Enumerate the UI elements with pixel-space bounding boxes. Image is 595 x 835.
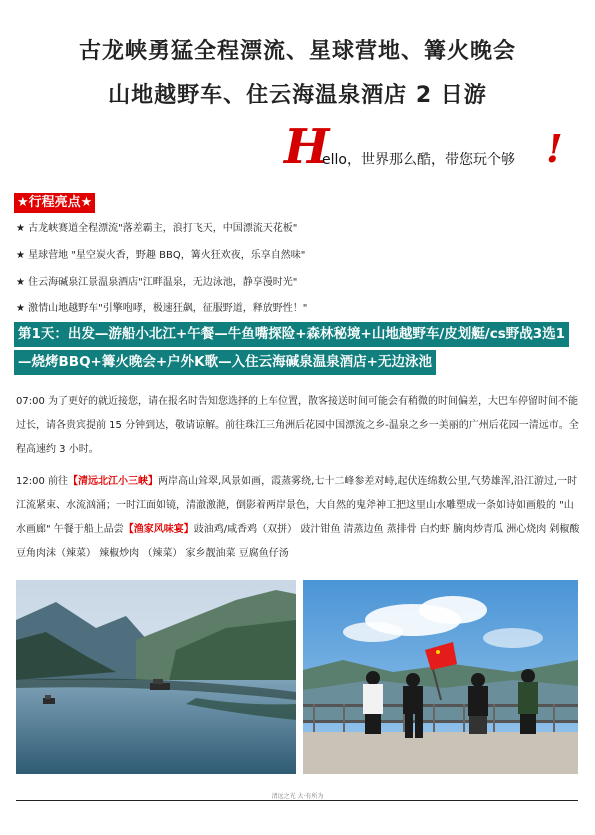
itinerary-paragraph-1: 07:00 为了更好的就近接您，请在报名时告知您选择的上车位置，散客接送时间可能会有稍微的时间偏差，大巴车停留时间不能过长，请各贵宾提前 15 分钟到达，敬请谅解。前往珠江三角洲后花园中国漂流之乡-温泉之乡一美丽的广州后花园一清远市。全程高速约 3 小时。 bbox=[16, 396, 579, 455]
highlights-badge: ★行程亮点★ bbox=[14, 193, 95, 213]
slogan-text: ello，世界那么酷，带您玩个够 bbox=[322, 152, 515, 168]
para2-text-3: 豉油鸡/咸香鸡（双拼） 豉汁钳鱼 清蒸边鱼 蒸排骨 白灼虾 腩肉炒青瓜 洲心烧肉 剁椒酸豆角肉沫（辣菜） 辣椒炒肉 （辣菜） 家乡靓油菜 豆腐鱼仔汤 bbox=[16, 524, 580, 559]
group-flag-photo bbox=[303, 580, 578, 774]
slogan bbox=[284, 119, 584, 175]
slogan-big-letter: H bbox=[284, 119, 330, 175]
river-gorge-photo bbox=[16, 580, 296, 774]
highlight-item: ★ 古龙峡赛道全程漂流"落差霸主，浪打飞天，中国漂流天花板" bbox=[16, 223, 298, 234]
title-line-2: 山地越野车、住云海温泉酒店 2 日游 bbox=[108, 83, 487, 108]
highlight-item: ★ 住云海碱泉江景温泉酒店"江畔温泉，无边泳池，静享漫时光" bbox=[16, 277, 298, 288]
attraction-name: 【清远北江小三峡】 bbox=[68, 476, 158, 487]
para2-text-1: 12:00 前往 bbox=[16, 476, 68, 487]
slogan-exclaim: ! bbox=[546, 126, 563, 171]
title-line-1: 古龙峡勇猛全程漂流、星球营地、篝火晚会 bbox=[78, 39, 516, 64]
footer-caption: 清远之光 大·有所为 bbox=[271, 793, 324, 800]
meal-name: 【渔家风味宴】 bbox=[123, 524, 194, 535]
para2-text-2: 两岸高山耸翠,风景如画，霞蒸雾绕,七十二峰参差对峙,起伏连绵数公里,气势雄浑,沿江游过,一时江流紧束、水流汹涌；一时江面如镜，清澈激滟，倒影着两岸景色，大自然的鬼斧神工把这里山水雕塑成一条如诗如画般的 "山水画廊" 午餐于船上品尝 bbox=[16, 476, 578, 535]
highlight-item: ★ 星球营地 "星空炭火香，野趣 BBQ，篝火狂欢夜，乐享自然味" bbox=[16, 250, 306, 261]
highlight-item: ★ 激情山地越野车"引擎咆哮，极速狂飙，征服野道，释放野性！" bbox=[16, 303, 308, 314]
itinerary-paragraph-2 bbox=[16, 470, 582, 566]
footer-divider bbox=[16, 800, 578, 801]
day1-heading-line-1: 第1天：出发—游船小北江+午餐—牛鱼嘴探险+森林秘境+山地越野车/皮划艇/cs野战3选1 bbox=[14, 322, 569, 347]
day1-heading-line-2: —烧烤BBQ+篝火晚会+户外K歌—入住云海碱泉温泉酒店+无边泳池 bbox=[14, 350, 436, 375]
